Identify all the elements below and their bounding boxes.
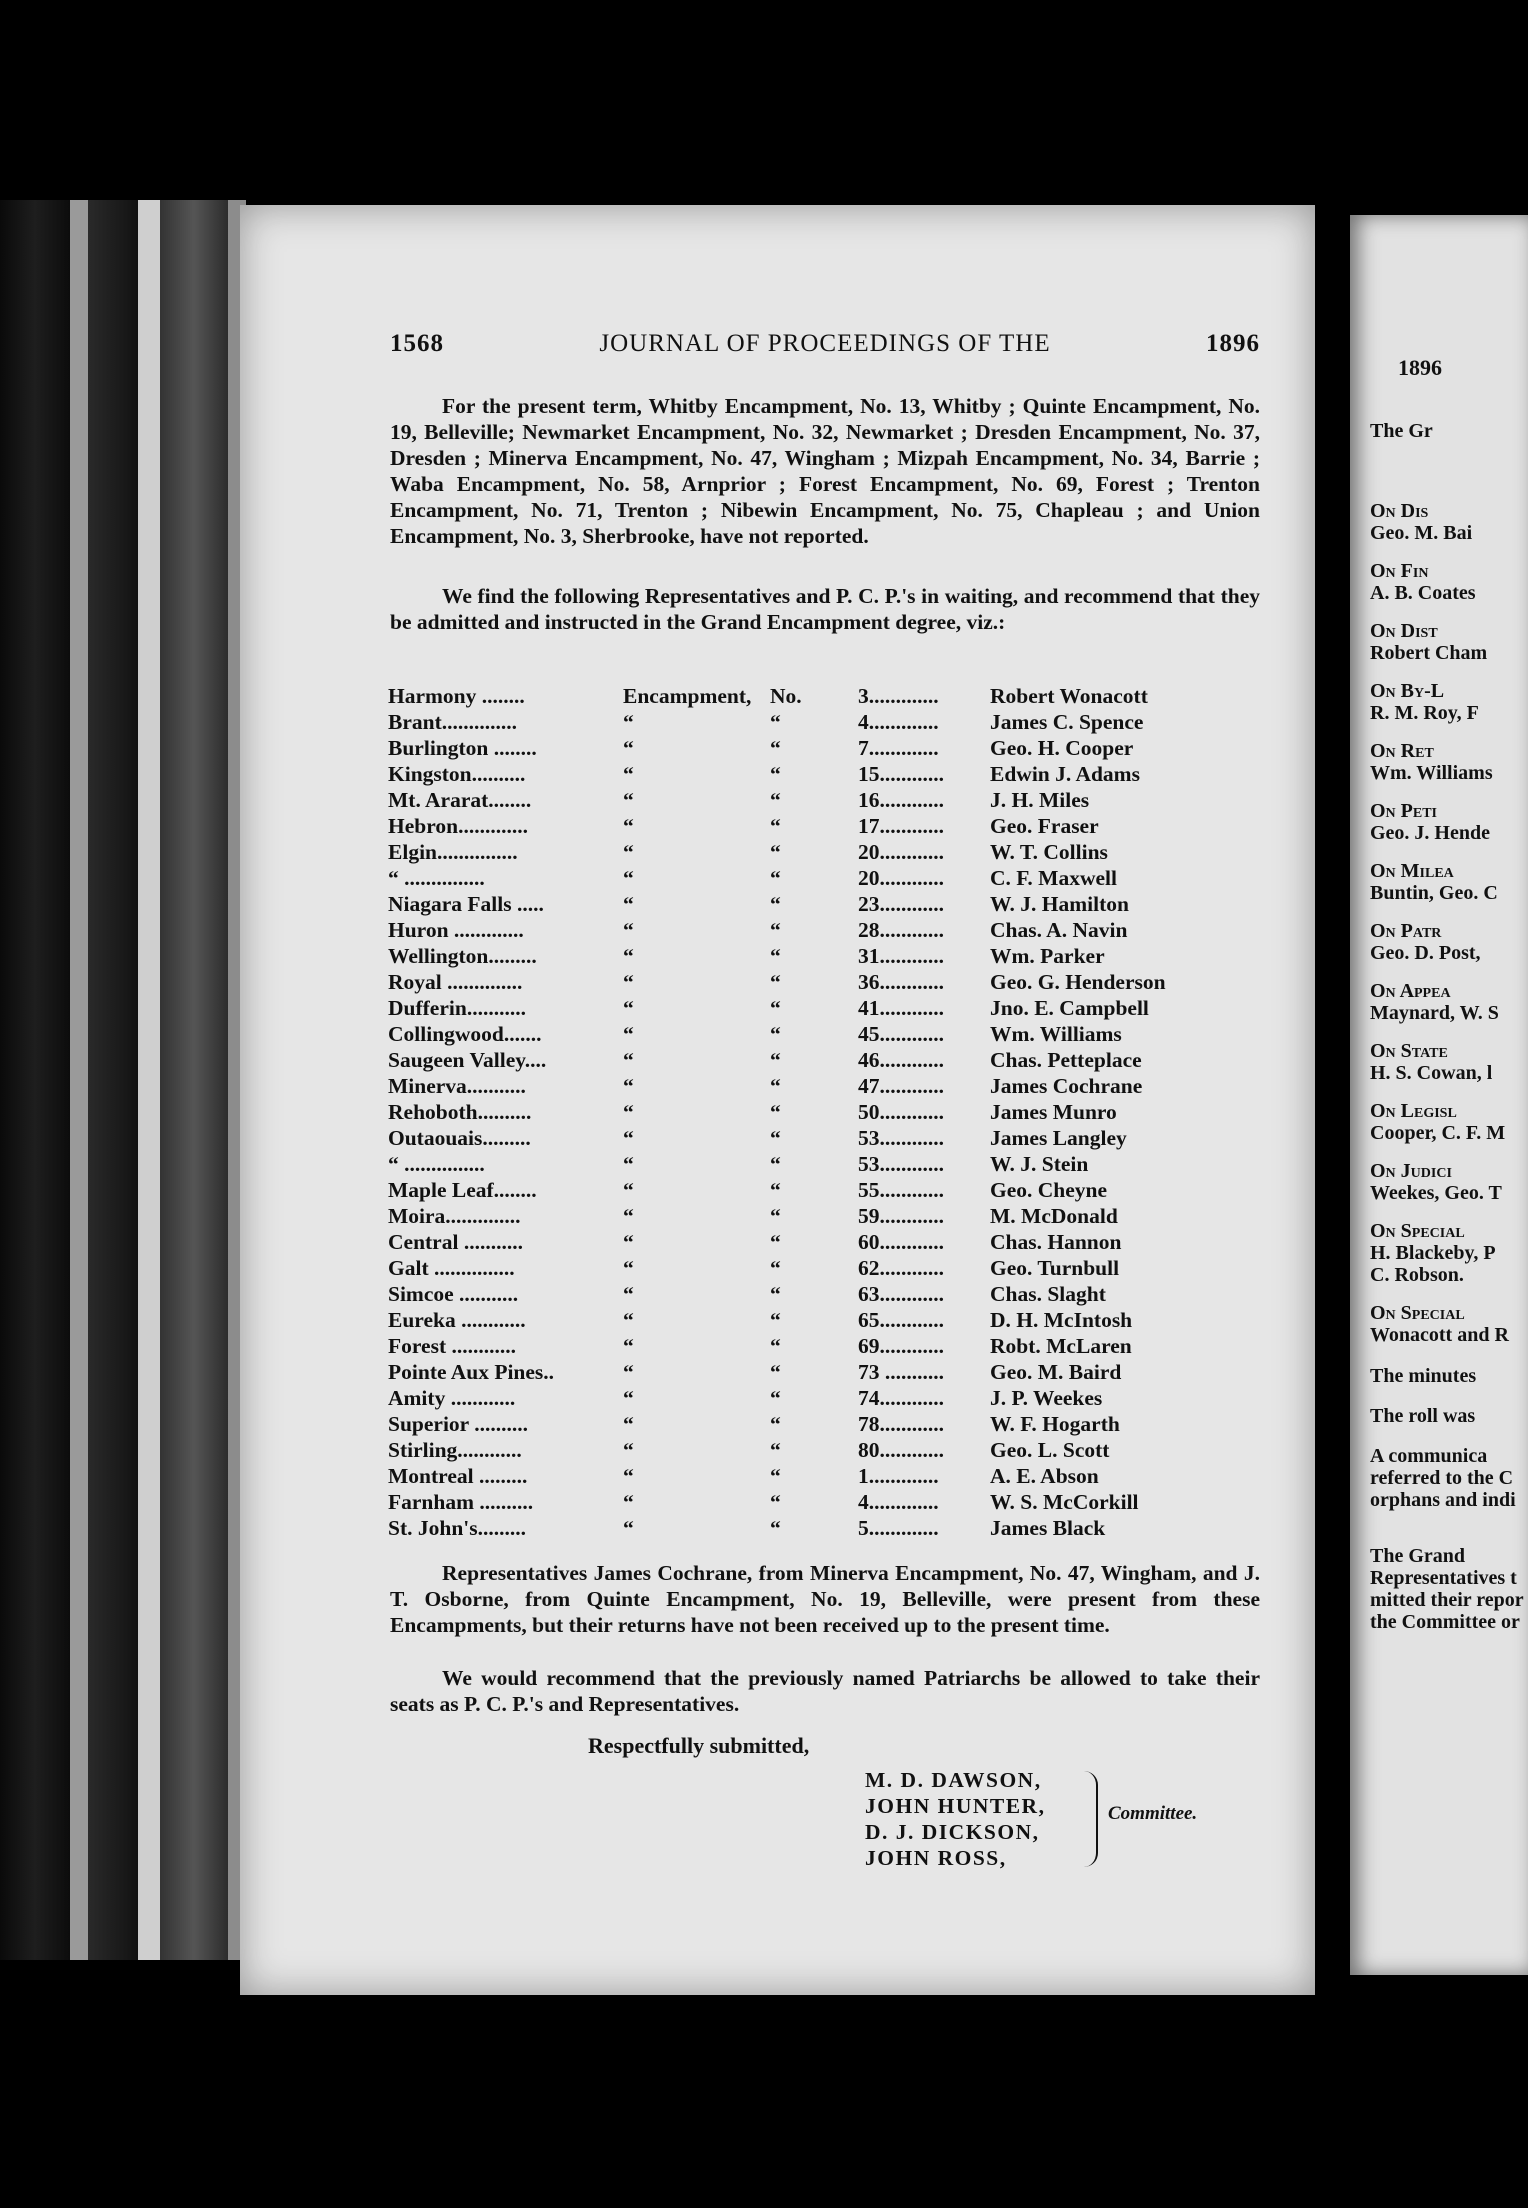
running-title: JOURNAL OF PROCEEDINGS OF THE	[599, 330, 1051, 357]
respectfully-submitted: Respectfully submitted,	[588, 1733, 810, 1758]
representative-name: J. P. Weekes	[990, 1386, 1103, 1410]
adjacent-page-line: Geo. J. Hende	[1370, 822, 1490, 844]
encampment-name: Central ...........	[388, 1230, 523, 1254]
no-column: “	[770, 1308, 781, 1332]
representative-name: C. F. Maxwell	[990, 866, 1117, 890]
encampment-column: “	[623, 1256, 634, 1280]
representative-name: Chas. Slaght	[990, 1282, 1106, 1306]
encampment-name: Mt. Ararat........	[388, 788, 532, 812]
representative-name: Chas. Petteplace	[990, 1048, 1142, 1072]
encampment-number: 16............	[858, 788, 944, 812]
encampment-number: 50............	[858, 1100, 944, 1124]
no-column: No.	[770, 684, 802, 708]
encampment-number: 5.............	[858, 1516, 939, 1540]
encampment-column: “	[623, 1360, 634, 1384]
representative-name: Wm. Williams	[990, 1022, 1122, 1046]
binding-strip	[70, 200, 88, 1960]
list-row	[388, 969, 1268, 995]
encampment-name: Brant..............	[388, 710, 517, 734]
no-column: “	[770, 1204, 781, 1228]
encampment-name: Niagara Falls .....	[388, 892, 544, 916]
representative-name: M. McDonald	[990, 1204, 1118, 1228]
encampment-number: 36............	[858, 970, 944, 994]
encampment-name: Royal ..............	[388, 970, 523, 994]
list-row	[388, 1281, 1268, 1307]
no-column: “	[770, 866, 781, 890]
encampment-number: 53............	[858, 1126, 944, 1150]
no-column: “	[770, 736, 781, 760]
encampment-number: 46............	[858, 1048, 944, 1072]
encampment-column: “	[623, 710, 634, 734]
encampment-number: 15............	[858, 762, 944, 786]
adjacent-page-line: Geo. M. Bai	[1370, 522, 1473, 544]
adjacent-page-line: H. S. Cowan, l	[1370, 1062, 1493, 1084]
adjacent-page-line: Buntin, Geo. C	[1370, 882, 1498, 904]
no-column: “	[770, 892, 781, 916]
binding-strip	[138, 200, 160, 1960]
encampment-name: Dufferin...........	[388, 996, 526, 1020]
encampment-column: “	[623, 1490, 634, 1514]
encampment-number: 78............	[858, 1412, 944, 1436]
encampment-number: 41............	[858, 996, 944, 1020]
paragraph-recommendation: We find the following Representatives and P. C. P.'s in waiting, and recommend that they be admitted and instructed in the Grand Encampment degree, viz.:	[390, 584, 1260, 634]
encampment-column: “	[623, 1022, 634, 1046]
representative-name: W. J. Hamilton	[990, 892, 1129, 916]
adjacent-page-line: The minutes	[1370, 1365, 1477, 1387]
encampment-number: 31............	[858, 944, 944, 968]
representative-name: Geo. Fraser	[990, 814, 1099, 838]
encampment-name: “ ...............	[388, 1152, 485, 1176]
representative-name: Geo. Cheyne	[990, 1178, 1108, 1202]
list-row	[388, 1359, 1268, 1385]
adjacent-page-heading: On By-L	[1370, 680, 1445, 702]
representative-name: Jno. E. Campbell	[990, 996, 1149, 1020]
encampment-number: 62............	[858, 1256, 944, 1280]
encampment-name: St. John's.........	[388, 1516, 526, 1540]
no-column: “	[770, 1256, 781, 1280]
list-row	[388, 1203, 1268, 1229]
encampment-name: Galt ...............	[388, 1256, 515, 1280]
adjacent-page-line: The roll was	[1370, 1405, 1476, 1427]
representative-name: James Munro	[990, 1100, 1117, 1124]
encampment-name: Amity ............	[388, 1386, 516, 1410]
encampment-number: 20............	[858, 866, 944, 890]
list-row	[388, 709, 1268, 735]
adjacent-page-line: orphans and indi	[1370, 1489, 1516, 1511]
representative-name: W. T. Collins	[990, 840, 1108, 864]
encampment-column: “	[623, 1464, 634, 1488]
encampment-name: Kingston..........	[388, 762, 526, 786]
encampment-number: 47............	[858, 1074, 944, 1098]
page-number: 1568	[390, 330, 444, 357]
encampment-name: Burlington ........	[388, 736, 537, 760]
adjacent-page-line: A. B. Coates	[1370, 582, 1476, 604]
list-row	[388, 1307, 1268, 1333]
paragraph-not-reported: For the present term, Whitby Encampment, No. 13, Whitby ; Quinte Encampment, No. 19, Belleville; Newmarket Encampment, No. 32, Newmarket ; Dresden Encampment, No. 37, Dresden ; Minerva Encampment, No. 47, Wingham ; Mizpah Encampment, No. 34, Barrie ; Waba Encampment, No. 58, Arnprior ; Forest Encampment, No. 69, Forest ; Trenton Encampment, No. 71, Trenton ; Nibewin Encampment, No. 75, Chapleau ; and Union Encampment, No. 3, Sherbrooke, have not reported.	[390, 394, 1260, 548]
encampment-number: 63............	[858, 1282, 944, 1306]
representative-name: Geo. M. Baird	[990, 1360, 1122, 1384]
no-column: “	[770, 1022, 781, 1046]
encampment-name: Wellington.........	[388, 944, 537, 968]
encampment-number: 17............	[858, 814, 944, 838]
adjacent-page-heading: On Special	[1370, 1220, 1465, 1242]
no-column: “	[770, 1412, 781, 1436]
encampment-name: Moira..............	[388, 1204, 521, 1228]
representative-name: Geo. H. Cooper	[990, 736, 1134, 760]
representative-name: Wm. Parker	[990, 944, 1105, 968]
list-row	[388, 839, 1268, 865]
representative-name: Chas. Hannon	[990, 1230, 1122, 1254]
encampment-column: “	[623, 840, 634, 864]
encampment-number: 20............	[858, 840, 944, 864]
encampment-number: 4.............	[858, 710, 939, 734]
no-column: “	[770, 1152, 781, 1176]
binding-strip	[160, 200, 228, 1960]
encampment-column: “	[623, 944, 634, 968]
encampment-column: “	[623, 1178, 634, 1202]
committee-member: M. D. DAWSON,	[865, 1768, 1042, 1792]
adjacent-page-line: R. M. Roy, F	[1370, 702, 1479, 724]
encampment-column: “	[623, 1152, 634, 1176]
list-row	[388, 1255, 1268, 1281]
adjacent-page-line: referred to the C	[1370, 1467, 1514, 1489]
encampment-column: “	[623, 970, 634, 994]
representative-name: James Langley	[990, 1126, 1127, 1150]
list-row	[388, 1177, 1268, 1203]
list-row	[388, 1073, 1268, 1099]
no-column: “	[770, 762, 781, 786]
encampment-column: “	[623, 1282, 634, 1306]
no-column: “	[770, 1386, 781, 1410]
representative-name: James C. Spence	[990, 710, 1144, 734]
no-column: “	[770, 1490, 781, 1514]
no-column: “	[770, 710, 781, 734]
adjacent-page-heading: On Judici	[1370, 1160, 1452, 1182]
representative-name: W. S. McCorkill	[990, 1490, 1139, 1514]
no-column: “	[770, 918, 781, 942]
binding-strip	[0, 200, 70, 1960]
adjacent-page-line: Maynard, W. S	[1370, 1002, 1499, 1024]
encampment-number: 80............	[858, 1438, 944, 1462]
no-column: “	[770, 1464, 781, 1488]
list-row	[388, 1437, 1268, 1463]
list-row	[388, 1515, 1268, 1541]
representative-name: Chas. A. Navin	[990, 918, 1128, 942]
encampment-column: “	[623, 736, 634, 760]
adjacent-page-heading: On Fin	[1370, 560, 1429, 582]
no-column: “	[770, 970, 781, 994]
list-row	[388, 761, 1268, 787]
encampment-name: “ ...............	[388, 866, 485, 890]
list-row	[388, 1463, 1268, 1489]
list-row	[388, 1411, 1268, 1437]
adjacent-page-heading: On Patr	[1370, 920, 1442, 942]
no-column: “	[770, 1048, 781, 1072]
no-column: “	[770, 1126, 781, 1150]
list-row	[388, 1229, 1268, 1255]
encampment-name: Collingwood.......	[388, 1022, 542, 1046]
binding-strip	[88, 200, 138, 1960]
no-column: “	[770, 1074, 781, 1098]
list-row	[388, 995, 1268, 1021]
adjacent-page-line: Wm. Williams	[1370, 762, 1493, 784]
no-column: “	[770, 1230, 781, 1254]
document-page	[240, 205, 1315, 1995]
no-column: “	[770, 788, 781, 812]
encampment-number: 60............	[858, 1230, 944, 1254]
list-row	[388, 1047, 1268, 1073]
list-row	[388, 1099, 1268, 1125]
representative-name: D. H. McIntosh	[990, 1308, 1133, 1332]
list-row	[388, 1151, 1268, 1177]
adjacent-page-heading: On Ret	[1370, 740, 1434, 762]
representatives-list	[388, 683, 1268, 1541]
encampment-name: Superior ..........	[388, 1412, 528, 1436]
list-row	[388, 943, 1268, 969]
encampment-number: 59............	[858, 1204, 944, 1228]
encampment-number: 74............	[858, 1386, 944, 1410]
encampment-name: Huron .............	[388, 918, 524, 942]
encampment-name: Minerva...........	[388, 1074, 526, 1098]
no-column: “	[770, 944, 781, 968]
encampment-number: 23............	[858, 892, 944, 916]
encampment-column: “	[623, 1048, 634, 1072]
no-column: “	[770, 996, 781, 1020]
encampment-column: “	[623, 996, 634, 1020]
representative-name: Geo. G. Henderson	[990, 970, 1166, 994]
paragraph-seat-recommendation: We would recommend that the previously named Patriarchs be allowed to take their seats as P. C. P.'s and Representatives.	[390, 1666, 1260, 1716]
committee-member: JOHN HUNTER,	[865, 1794, 1046, 1818]
representative-name: James Cochrane	[990, 1074, 1143, 1098]
adjacent-page-line: C. Robson.	[1370, 1264, 1464, 1286]
encampment-column: “	[623, 866, 634, 890]
adjacent-page-line: the Committee or	[1370, 1611, 1520, 1633]
encampment-number: 53............	[858, 1152, 944, 1176]
no-column: “	[770, 1438, 781, 1462]
encampment-column: “	[623, 814, 634, 838]
encampment-number: 7.............	[858, 736, 939, 760]
encampment-number: 1.............	[858, 1464, 939, 1488]
representative-name: Geo. Turnbull	[990, 1256, 1120, 1280]
encampment-name: Outaouais.........	[388, 1126, 531, 1150]
encampment-name: Stirling............	[388, 1438, 522, 1462]
representative-name: J. H. Miles	[990, 788, 1090, 812]
no-column: “	[770, 1360, 781, 1384]
encampment-name: Eureka ............	[388, 1308, 526, 1332]
encampment-column: “	[623, 1100, 634, 1124]
committee-label: Committee.	[1108, 1803, 1198, 1824]
no-column: “	[770, 1334, 781, 1358]
adjacent-page-line: Robert Cham	[1370, 642, 1488, 664]
adjacent-page-line: The Gr	[1370, 420, 1433, 442]
encampment-number: 28............	[858, 918, 944, 942]
list-row	[388, 865, 1268, 891]
adjacent-page-fragment	[1350, 215, 1528, 1975]
adjacent-page-line: Wonacott and R	[1370, 1324, 1509, 1346]
representative-name: Geo. L. Scott	[990, 1438, 1110, 1462]
encampment-column: “	[623, 1386, 634, 1410]
encampment-name: Hebron.............	[388, 814, 528, 838]
adjacent-page-line: Cooper, C. F. M	[1370, 1122, 1506, 1144]
list-row	[388, 735, 1268, 761]
list-row	[388, 917, 1268, 943]
no-column: “	[770, 1282, 781, 1306]
encampment-column: “	[623, 762, 634, 786]
encampment-column: “	[623, 1074, 634, 1098]
list-row	[388, 1385, 1268, 1411]
encampment-column: “	[623, 918, 634, 942]
encampment-name: Farnham ..........	[388, 1490, 534, 1514]
encampment-number: 65............	[858, 1308, 944, 1332]
representative-name: Robert Wonacott	[990, 684, 1148, 708]
list-row	[388, 1125, 1268, 1151]
encampment-column: “	[623, 1438, 634, 1462]
adjacent-page-year: 1896	[1398, 355, 1442, 380]
no-column: “	[770, 814, 781, 838]
no-column: “	[770, 1516, 781, 1540]
adjacent-page-heading: On Dis	[1370, 500, 1429, 522]
representative-name: A. E. Abson	[990, 1464, 1099, 1488]
adjacent-page-heading: On Peti	[1370, 800, 1438, 822]
representative-name: Robt. McLaren	[990, 1334, 1132, 1358]
adjacent-page-line: Representatives t	[1370, 1567, 1517, 1589]
encampment-column: “	[623, 1334, 634, 1358]
committee-brace	[1084, 1771, 1098, 1867]
adjacent-page-line: H. Blackeby, P	[1370, 1242, 1496, 1264]
encampment-column: Encampment,	[623, 684, 752, 708]
encampment-number: 73 ...........	[858, 1360, 944, 1384]
representative-name: W. F. Hogarth	[990, 1412, 1120, 1436]
encampment-column: “	[623, 892, 634, 916]
list-row	[388, 1489, 1268, 1515]
encampment-number: 3.............	[858, 684, 939, 708]
list-row	[388, 813, 1268, 839]
encampment-column: “	[623, 1412, 634, 1436]
adjacent-page-line: Geo. D. Post,	[1370, 942, 1481, 964]
encampment-column: “	[623, 1308, 634, 1332]
encampment-column: “	[623, 788, 634, 812]
representative-name: James Black	[990, 1516, 1106, 1540]
representative-name: W. J. Stein	[990, 1152, 1089, 1176]
no-column: “	[770, 1178, 781, 1202]
adjacent-page-heading: On Appea	[1370, 980, 1451, 1002]
encampment-column: “	[623, 1126, 634, 1150]
encampment-number: 55............	[858, 1178, 944, 1202]
list-row	[388, 787, 1268, 813]
adjacent-page-line: A communica	[1370, 1445, 1488, 1467]
encampment-number: 4.............	[858, 1490, 939, 1514]
adjacent-page-line: Weekes, Geo. T	[1370, 1182, 1502, 1204]
list-row	[388, 1021, 1268, 1047]
encampment-name: Elgin...............	[388, 840, 518, 864]
committee-member: D. J. DICKSON,	[865, 1820, 1040, 1844]
encampment-name: Harmony ........	[388, 684, 525, 708]
encampment-column: “	[623, 1204, 634, 1228]
adjacent-page-line: mitted their repor	[1370, 1589, 1524, 1611]
representative-name: Edwin J. Adams	[990, 762, 1140, 786]
encampment-name: Forest ............	[388, 1334, 516, 1358]
no-column: “	[770, 840, 781, 864]
encampment-number: 69............	[858, 1334, 944, 1358]
adjacent-page-heading: On Dist	[1370, 620, 1438, 642]
encampment-name: Simcoe ...........	[388, 1282, 519, 1306]
adjacent-page-heading: On Milea	[1370, 860, 1454, 882]
header-year: 1896	[1206, 330, 1260, 357]
encampment-name: Maple Leaf........	[388, 1178, 537, 1202]
committee-member: JOHN ROSS,	[865, 1846, 1007, 1870]
encampment-column: “	[623, 1516, 634, 1540]
list-row	[388, 1333, 1268, 1359]
encampment-name: Pointe Aux Pines..	[388, 1360, 555, 1384]
encampment-column: “	[623, 1230, 634, 1254]
paragraph-representatives-present: Representatives James Cochrane, from Minerva Encampment, No. 47, Wingham, and J. T. Osborne, from Quinte Encampment, No. 19, Belleville, were present from these Encampments, but their returns have not been received up to the present time.	[390, 1561, 1260, 1637]
encampment-name: Montreal .........	[388, 1464, 528, 1488]
adjacent-page-heading: On Special	[1370, 1302, 1465, 1324]
list-row	[388, 683, 1268, 709]
committee-signatures	[865, 1767, 1045, 1871]
adjacent-page-line: The Grand	[1370, 1545, 1466, 1567]
encampment-name: Saugeen Valley....	[388, 1048, 547, 1072]
no-column: “	[770, 1100, 781, 1124]
list-row	[388, 891, 1268, 917]
encampment-number: 45............	[858, 1022, 944, 1046]
adjacent-page-heading: On State	[1370, 1040, 1448, 1062]
encampment-name: Rehoboth..........	[388, 1100, 532, 1124]
adjacent-page-heading: On Legisl	[1370, 1100, 1457, 1122]
